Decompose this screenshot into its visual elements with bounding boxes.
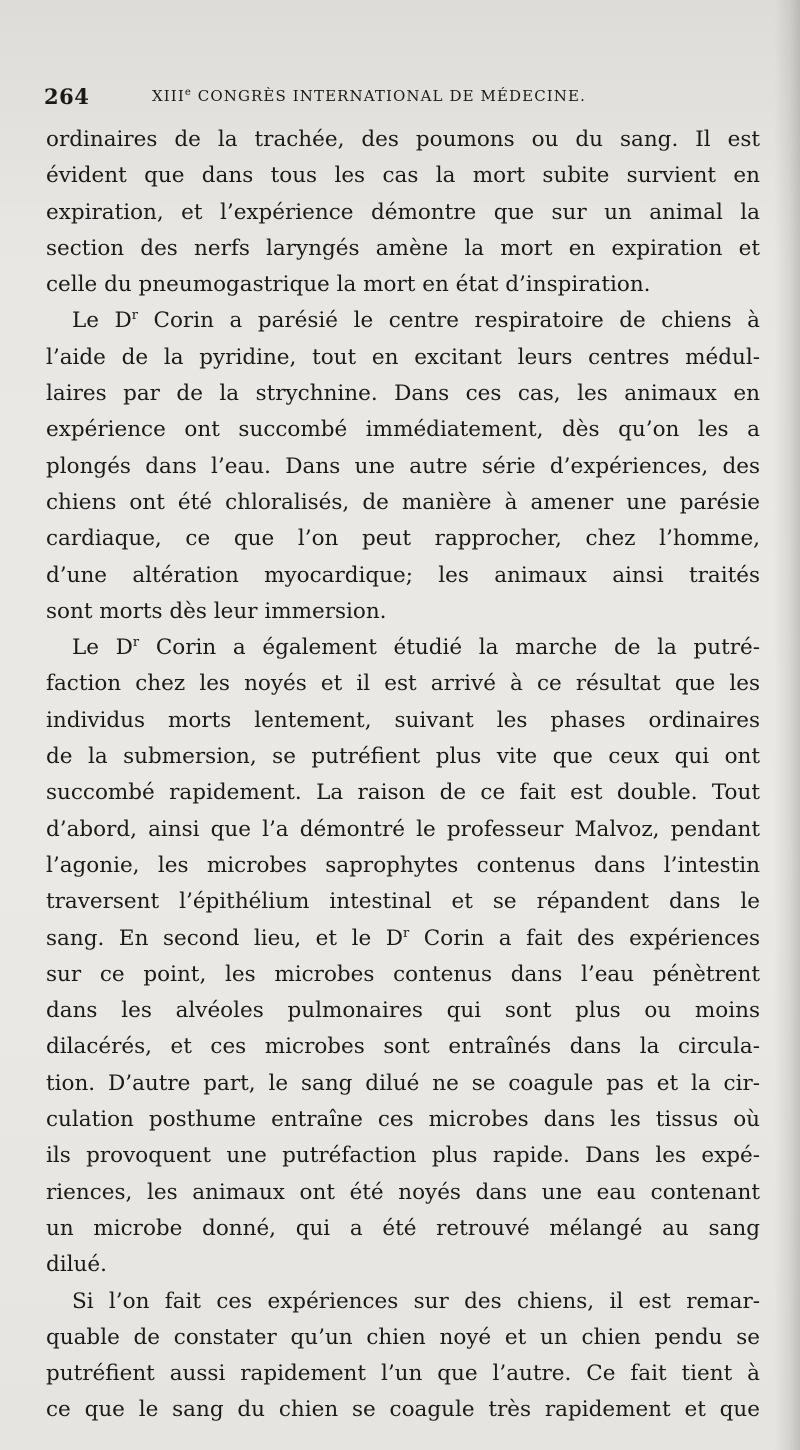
text-line <box>46 122 760 158</box>
text-line-content: expiration, et l’expérience démontre que sur un animal la <box>46 199 760 225</box>
text-line-content: l’agonie, les microbes saprophytes contenus dans l’intestin <box>46 852 760 878</box>
text-line <box>46 1392 760 1428</box>
text-line <box>46 1247 760 1283</box>
text-line-content: d’une altération myocardique; les animaux ainsi traités <box>46 562 760 588</box>
text-line <box>46 957 760 993</box>
text-line-content: dans les alvéoles pulmonaires qui sont plus ou moins <box>46 998 760 1024</box>
text-line-content: sont morts dès leur immersion. <box>46 598 387 624</box>
page-edge-shadow <box>774 0 800 1450</box>
text-line-content: laires par de la strychnine. Dans ces cas, les animaux en <box>46 381 760 407</box>
text-line <box>46 195 760 231</box>
text-line <box>46 158 760 194</box>
text-line-content: individus morts lentement, suivant les phases ordinaires <box>46 707 760 733</box>
text-line <box>46 921 760 957</box>
text-line-content: traversent l’épithélium intestinal et se répandent dans le <box>46 889 760 915</box>
text-line <box>46 558 760 594</box>
text-line-content: section des nerfs laryngés amène la mort en expiration et <box>46 235 760 261</box>
text-line-prefix: Le D <box>72 635 133 661</box>
text-line-content: Corin a fait des expériences <box>409 925 760 951</box>
text-line-content: expérience ont succombé immédiatement, dès qu’on les a <box>46 417 760 443</box>
text-line-content: dilué. <box>46 1252 107 1278</box>
text-line-content: ordinaires de la trachée, des poumons ou du sang. Il est <box>46 127 760 152</box>
text-line <box>46 340 760 376</box>
text-line-content: plongés dans l’eau. Dans une autre série d’expériences, des <box>46 453 760 479</box>
text-line-content: Corin a également étudié la marche de la putré- <box>139 635 760 661</box>
text-line-content: riences, les animaux ont été noyés dans une eau contenant <box>46 1179 760 1205</box>
text-line <box>46 485 760 521</box>
superscript: r <box>403 925 410 941</box>
text-line-content: culation posthume entraîne ces microbes dans les tissus où <box>46 1107 760 1133</box>
page-number: 264 <box>44 84 90 109</box>
text-line-content: l’aide de la pyridine, tout en excitant leurs centres médul- <box>46 344 760 370</box>
text-line <box>46 812 760 848</box>
running-title-rest: CONGRÈS INTERNATIONAL DE MÉDECINE. <box>191 87 586 105</box>
text-line <box>46 1029 760 1065</box>
text-line-content: succombé rapidement. La raison de ce fait est double. Tout <box>46 780 760 806</box>
text-line <box>46 1138 760 1174</box>
text-line-content: Corin a parésié le centre respiratoire de chiens à <box>138 308 760 334</box>
text-line-content: quable de constater qu’un chien noyé et un chien pendu se <box>46 1324 760 1350</box>
text-line-content: celle du pneumogastrique la mort en état d’inspiration. <box>46 272 651 298</box>
text-line <box>46 449 760 485</box>
text-line-content: sur ce point, les microbes contenus dans l’eau pénètrent <box>46 961 760 987</box>
body-text <box>46 122 760 1429</box>
text-line <box>46 666 760 702</box>
text-line <box>46 521 760 557</box>
text-line <box>46 267 760 303</box>
text-line-content: d’abord, ainsi que l’a démontré le professeur Malvoz, pendant <box>46 816 760 842</box>
text-line-content: putréfient aussi rapidement l’un que l’autre. Ce fait tient à <box>46 1361 760 1387</box>
text-line-content: un microbe donné, qui a été retrouvé mélangé au sang <box>46 1215 760 1241</box>
text-line <box>46 775 760 811</box>
text-line-content: Si l’on fait ces expériences sur des chiens, il est remar- <box>72 1288 760 1314</box>
running-title-prefix: XIII <box>152 87 185 105</box>
text-line <box>46 594 760 630</box>
text-line <box>46 848 760 884</box>
text-line <box>46 231 760 267</box>
text-line-prefix: Le D <box>72 308 132 334</box>
text-line <box>46 412 760 448</box>
text-line <box>46 1356 760 1392</box>
text-line-content: cardiaque, ce que l’on peut rapprocher, chez l’homme, <box>46 526 760 552</box>
running-title-sup: e <box>184 87 192 98</box>
text-line <box>46 703 760 739</box>
superscript: r <box>132 635 140 651</box>
running-title <box>152 87 586 105</box>
text-line <box>46 1284 760 1320</box>
text-line <box>46 1175 760 1211</box>
text-line <box>46 630 760 666</box>
text-line <box>46 884 760 920</box>
text-line-content: évident que dans tous les cas la mort subite survient en <box>46 163 760 189</box>
text-line <box>46 1320 760 1356</box>
text-line-content: tion. D’autre part, le sang dilué ne se coagule pas et la cir- <box>46 1070 760 1096</box>
page-header <box>44 84 744 114</box>
text-line-content: de la submersion, se putréfient plus vite que ceux qui ont <box>46 744 760 770</box>
text-line <box>46 1066 760 1102</box>
text-line <box>46 376 760 412</box>
text-line <box>46 1211 760 1247</box>
text-line <box>46 739 760 775</box>
text-line <box>46 303 760 339</box>
text-line-prefix: sang. En second lieu, et le D <box>46 925 404 951</box>
superscript: r <box>131 308 138 324</box>
text-line <box>46 1102 760 1138</box>
text-line-content: dilacérés, et ces microbes sont entraînés dans la circula- <box>46 1034 760 1060</box>
text-line <box>46 993 760 1029</box>
text-line-content: ce que le sang du chien se coagule très rapidement et que <box>46 1397 760 1423</box>
text-line-content: chiens ont été chloralisés, de manière à amener une parésie <box>46 489 760 515</box>
text-line-content: faction chez les noyés et il est arrivé à ce résultat que les <box>46 671 760 697</box>
text-line-content: ils provoquent une putréfaction plus rapide. Dans les expé- <box>46 1143 760 1169</box>
